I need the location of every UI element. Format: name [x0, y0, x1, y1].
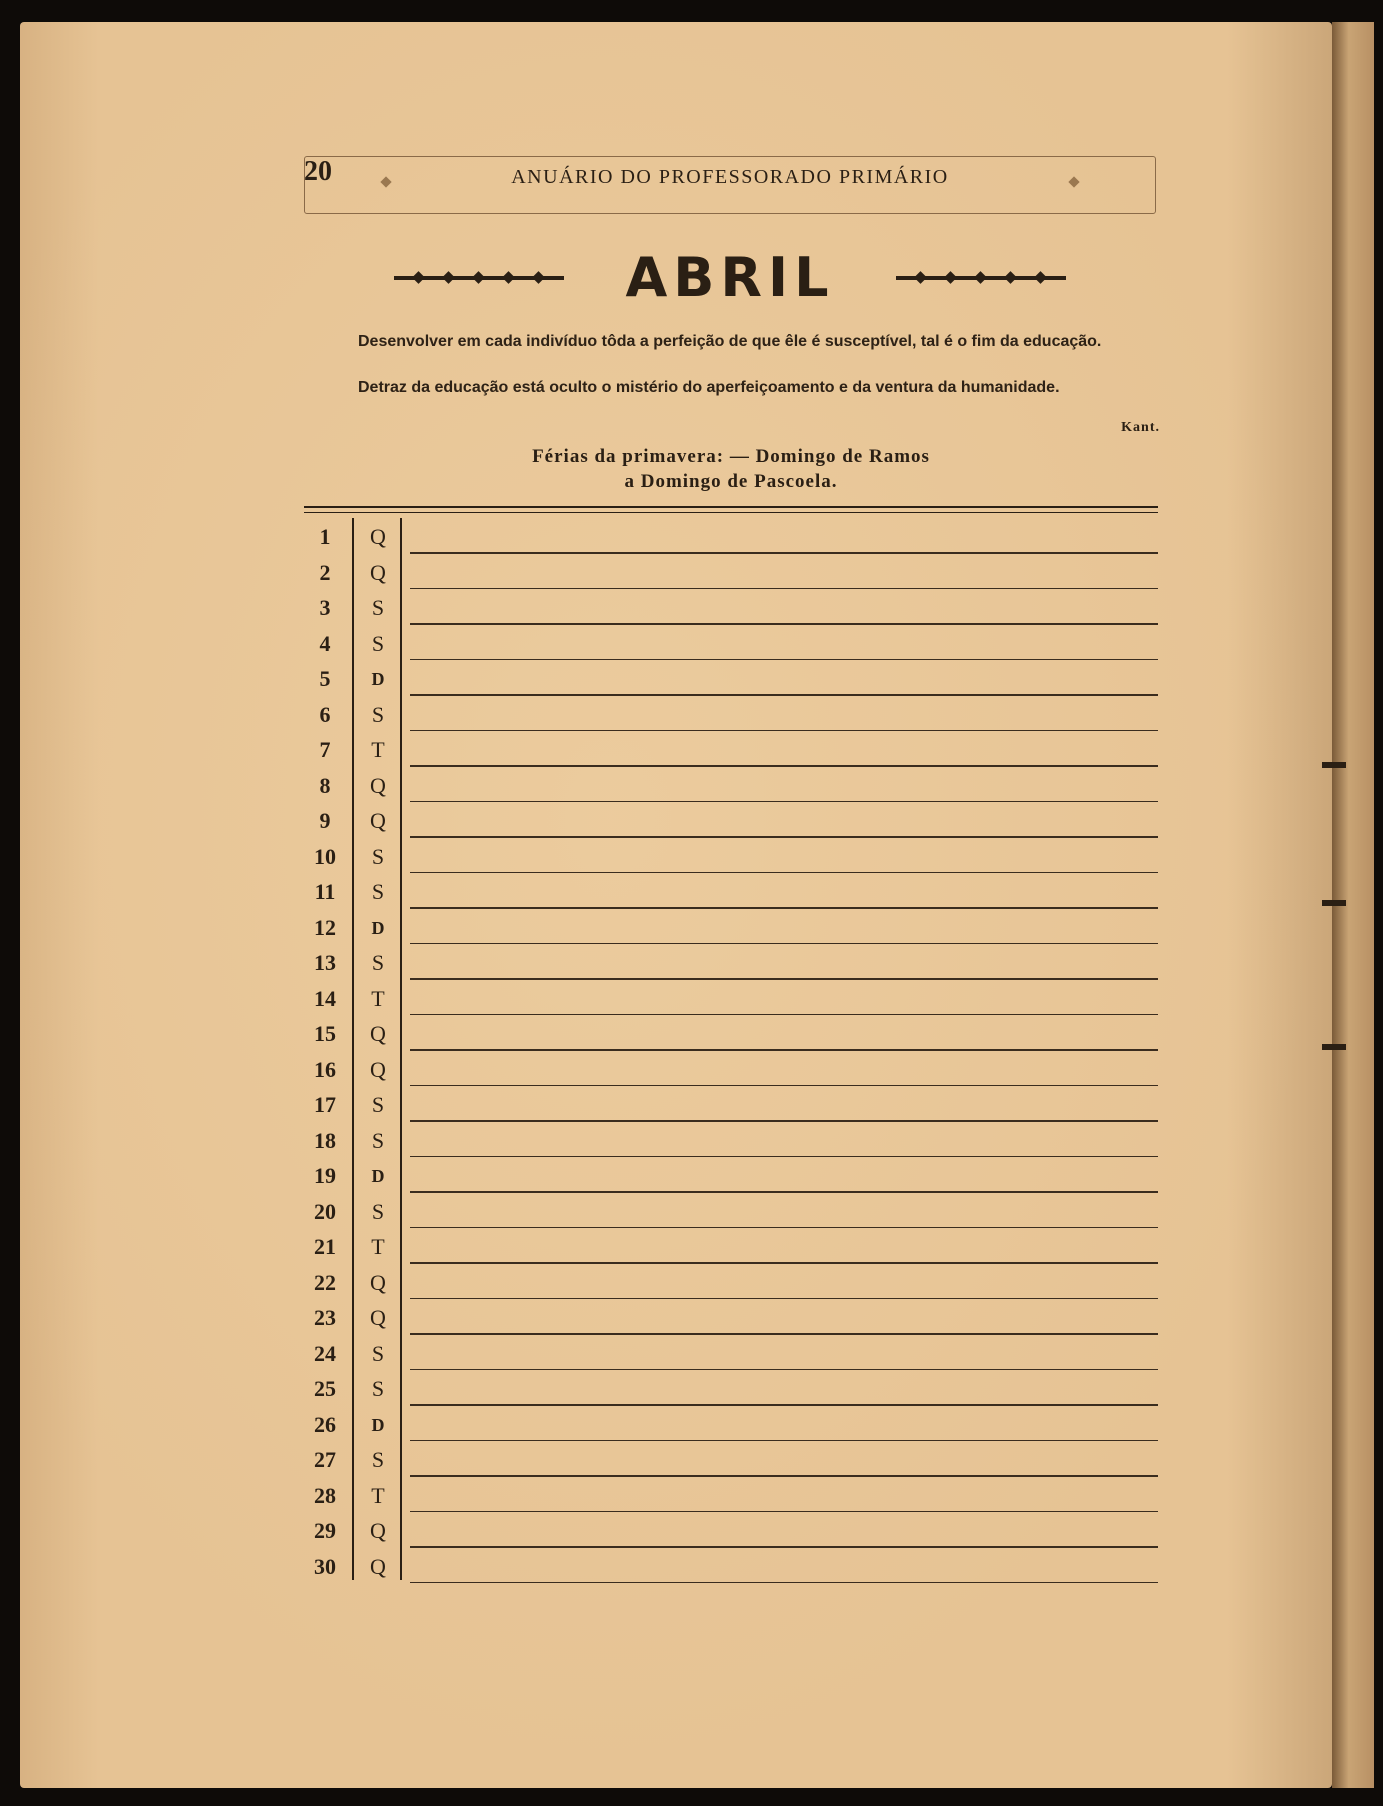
calendar-row [304, 982, 1158, 1018]
weekday-letter: Q [370, 808, 386, 833]
writing-line [410, 659, 1158, 661]
weekday-letter: S [371, 1376, 385, 1401]
calendar-row [304, 591, 1158, 627]
weekday-letter: D [371, 1414, 385, 1435]
page-number: 20 [304, 156, 332, 187]
calendar-row [304, 1053, 1158, 1089]
weekday-letter: T [371, 1482, 385, 1508]
calendar-row [304, 627, 1158, 663]
weekday-letter: S [371, 1127, 385, 1153]
day-number: 18 [314, 1127, 336, 1153]
writing-line [410, 730, 1158, 732]
quote-author: Kant. [1121, 420, 1160, 435]
ornament-dot [442, 271, 455, 284]
day-number: 16 [314, 1056, 336, 1082]
calendar-row [304, 1088, 1158, 1124]
ornament-dot [974, 271, 987, 284]
weekday-letter: D [371, 1166, 385, 1186]
weekday-letter: D [371, 917, 385, 938]
quote-paragraph-1: Desenvolver em cada indivíduo tôda a perfeição de que êle é susceptível, tal é o fim da educação. [358, 333, 1102, 350]
weekday-letter: S [371, 1340, 385, 1366]
weekday-letter: Q [370, 1518, 386, 1543]
day-number: 7 [319, 737, 331, 762]
day-number: 11 [314, 879, 336, 904]
day-number: 1 [319, 524, 331, 549]
weekday-letter: Q [370, 1305, 386, 1330]
weekday-letter: Q [370, 559, 386, 585]
writing-line [410, 1262, 1158, 1264]
calendar-row [304, 1124, 1158, 1160]
ornament-dot [472, 271, 485, 284]
calendar-row [304, 1017, 1158, 1053]
day-number: 20 [314, 1198, 336, 1224]
day-number: 8 [319, 772, 331, 798]
ornament-dot [502, 271, 515, 284]
calendar-row [304, 1550, 1158, 1586]
calendar-row [304, 1266, 1158, 1302]
day-number: 6 [319, 701, 331, 727]
calendar-row [304, 1479, 1158, 1515]
writing-line [410, 1546, 1158, 1548]
day-number: 30 [314, 1553, 336, 1579]
writing-line [410, 1049, 1158, 1051]
writing-line [410, 1475, 1158, 1477]
writing-line [410, 1120, 1158, 1122]
writing-line [410, 588, 1158, 590]
calendar-row [304, 840, 1158, 876]
writing-line [410, 801, 1158, 803]
vacation-line-2: a Domingo de Pascoela. [624, 471, 838, 492]
day-number: 24 [314, 1340, 336, 1366]
writing-line [410, 765, 1158, 767]
weekday-letter: Q [370, 772, 386, 798]
writing-line [410, 694, 1158, 696]
calendar-row [304, 733, 1158, 769]
writing-line [410, 1582, 1158, 1584]
vacation-line-1: Férias da primavera: — Domingo de Ramos [532, 446, 930, 467]
calendar-row [304, 1159, 1158, 1195]
month-heading [390, 246, 1070, 308]
day-number: 26 [314, 1411, 336, 1437]
table-top-rule-thin [304, 512, 1158, 513]
writing-line [410, 1333, 1158, 1335]
calendar-row [304, 698, 1158, 734]
calendar-row [304, 1514, 1158, 1550]
day-number: 25 [314, 1376, 336, 1401]
weekday-letter: Q [370, 1056, 386, 1082]
writing-line [410, 552, 1158, 554]
writing-line [410, 1298, 1158, 1300]
writing-line [410, 1085, 1158, 1087]
day-number: 21 [314, 1234, 336, 1259]
ornament-dot [532, 271, 545, 284]
calendar-row [304, 769, 1158, 805]
table-top-rule [304, 506, 1158, 508]
spine-mark [1322, 762, 1346, 768]
weekday-letter: S [371, 879, 385, 904]
weekday-letter: S [371, 1447, 385, 1472]
weekday-letter: S [371, 843, 385, 869]
day-number: 9 [319, 808, 331, 833]
calendar-row [304, 1408, 1158, 1444]
day-number: 13 [314, 950, 336, 975]
day-number: 3 [319, 595, 331, 620]
day-number: 15 [314, 1021, 336, 1046]
day-number: 28 [314, 1482, 336, 1508]
weekday-letter: S [371, 950, 385, 975]
ornament-dot [1004, 271, 1017, 284]
writing-line [410, 907, 1158, 909]
weekday-letter: S [371, 595, 385, 620]
writing-line [410, 836, 1158, 838]
day-number: 23 [314, 1305, 336, 1330]
weekday-letter: Q [370, 524, 386, 549]
writing-line [410, 623, 1158, 625]
calendar-row [304, 1372, 1158, 1408]
weekday-letter: S [371, 630, 385, 656]
ornament-dot [944, 271, 957, 284]
writing-line [410, 1191, 1158, 1193]
calendar-row [304, 1230, 1158, 1266]
calendar-row [304, 804, 1158, 840]
writing-line [410, 943, 1158, 945]
weekday-letter: D [371, 669, 385, 689]
ornament-dot [412, 271, 425, 284]
day-number: 17 [314, 1092, 336, 1117]
day-number: 27 [314, 1447, 336, 1472]
day-number: 4 [319, 630, 331, 656]
spine-mark [1322, 900, 1346, 906]
writing-line [410, 1369, 1158, 1371]
day-number: 12 [314, 914, 336, 940]
writing-line [410, 1156, 1158, 1158]
calendar-row [304, 911, 1158, 947]
weekday-letter: Q [370, 1269, 386, 1295]
weekday-letter: Q [370, 1021, 386, 1046]
writing-line [410, 1440, 1158, 1442]
weekday-letter: S [371, 701, 385, 727]
day-number: 29 [314, 1518, 336, 1543]
calendar-row [304, 1337, 1158, 1373]
writing-line [410, 1511, 1158, 1513]
calendar-row [304, 1301, 1158, 1337]
weekday-letter: T [371, 985, 385, 1011]
calendar-row [304, 662, 1158, 698]
calendar-row [304, 1195, 1158, 1231]
calendar-row [304, 875, 1158, 911]
weekday-letter: Q [370, 1553, 386, 1579]
weekday-letter: T [371, 737, 385, 762]
day-number: 14 [314, 985, 336, 1011]
day-number: 22 [314, 1269, 336, 1295]
weekday-letter: S [371, 1198, 385, 1224]
weekday-letter: T [371, 1234, 385, 1259]
day-number: 2 [319, 559, 331, 585]
writing-line [410, 1227, 1158, 1229]
calendar-row [304, 1443, 1158, 1479]
ornament-dot [914, 271, 927, 284]
month-title: ABRIL [625, 246, 835, 309]
writing-line [410, 1404, 1158, 1406]
quote-paragraph-2: Detraz da educação está oculto o mistério do aperfeiçoamento e da ventura da humanidade. [358, 379, 1060, 396]
day-number: 19 [314, 1163, 336, 1188]
running-title: ANUÁRIO DO PROFESSORADO PRIMÁRIO [511, 166, 949, 188]
weekday-letter: S [371, 1092, 385, 1117]
spine-mark [1322, 1044, 1346, 1050]
day-number: 5 [319, 666, 331, 691]
writing-line [410, 1014, 1158, 1016]
calendar-row [304, 556, 1158, 592]
writing-line [410, 872, 1158, 874]
day-number: 10 [314, 843, 336, 869]
writing-line [410, 978, 1158, 980]
ornament-dot [1034, 271, 1047, 284]
calendar-row [304, 946, 1158, 982]
calendar-row [304, 520, 1158, 556]
